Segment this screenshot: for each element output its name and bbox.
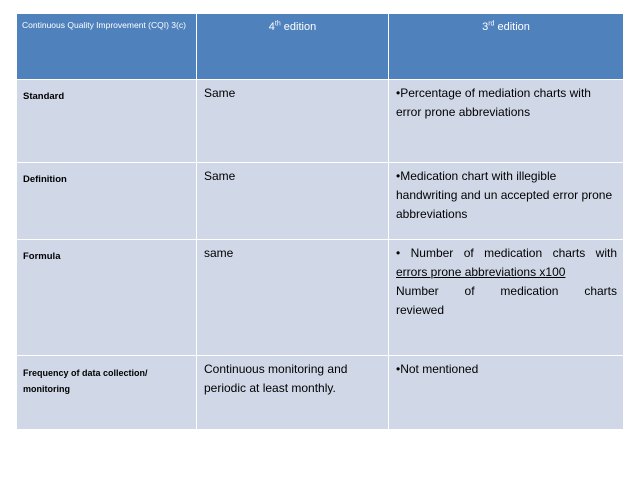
cell-3rd-standard: •Percentage of mediation charts with error prone abbreviations <box>389 80 624 163</box>
header-4th-number: 4 <box>268 21 275 33</box>
row-label-definition: Definition <box>17 163 197 240</box>
table-row-definition <box>17 163 624 240</box>
cell-3rd-frequency: •Not mentioned <box>389 356 624 430</box>
row-label-standard: Standard <box>17 80 197 163</box>
cqi-comparison-table <box>16 13 624 430</box>
cell-4th-definition: Same <box>197 163 389 240</box>
cell-4th-formula: same <box>197 240 389 356</box>
header-cqi-label: Continuous Quality Improvement (CQI) 3(c) <box>17 14 197 80</box>
cell-4th-frequency: Continuous monitoring and periodic at least monthly. <box>197 356 389 430</box>
row-label-formula: Formula <box>17 240 197 356</box>
formula-line-1: • Number of medication charts with <box>396 246 617 260</box>
table-row-formula <box>17 240 624 356</box>
header-3rd-text: edition <box>494 21 530 33</box>
header-3rd-number: 3 <box>482 21 489 33</box>
header-3rd-edition <box>389 14 624 80</box>
header-4th-edition <box>197 14 389 80</box>
formula-line-4: reviewed <box>396 303 445 317</box>
header-4th-sup: th <box>274 20 281 28</box>
header-3rd-sup: rd <box>488 20 495 28</box>
formula-line-3: Number of medication charts <box>396 284 617 298</box>
cell-3rd-formula <box>389 240 624 356</box>
table-row-standard <box>17 80 624 163</box>
row-label-frequency: Frequency of data collection/ monitoring <box>17 356 197 430</box>
cell-3rd-definition: •Medication chart with illegible handwriting and un accepted error prone abbreviations <box>389 163 624 240</box>
table-row-frequency <box>17 356 624 430</box>
cell-4th-standard: Same <box>197 80 389 163</box>
table-header-row <box>17 14 624 80</box>
formula-line-2: errors prone abbreviations x100 <box>396 265 566 279</box>
header-4th-text: edition <box>280 21 317 33</box>
